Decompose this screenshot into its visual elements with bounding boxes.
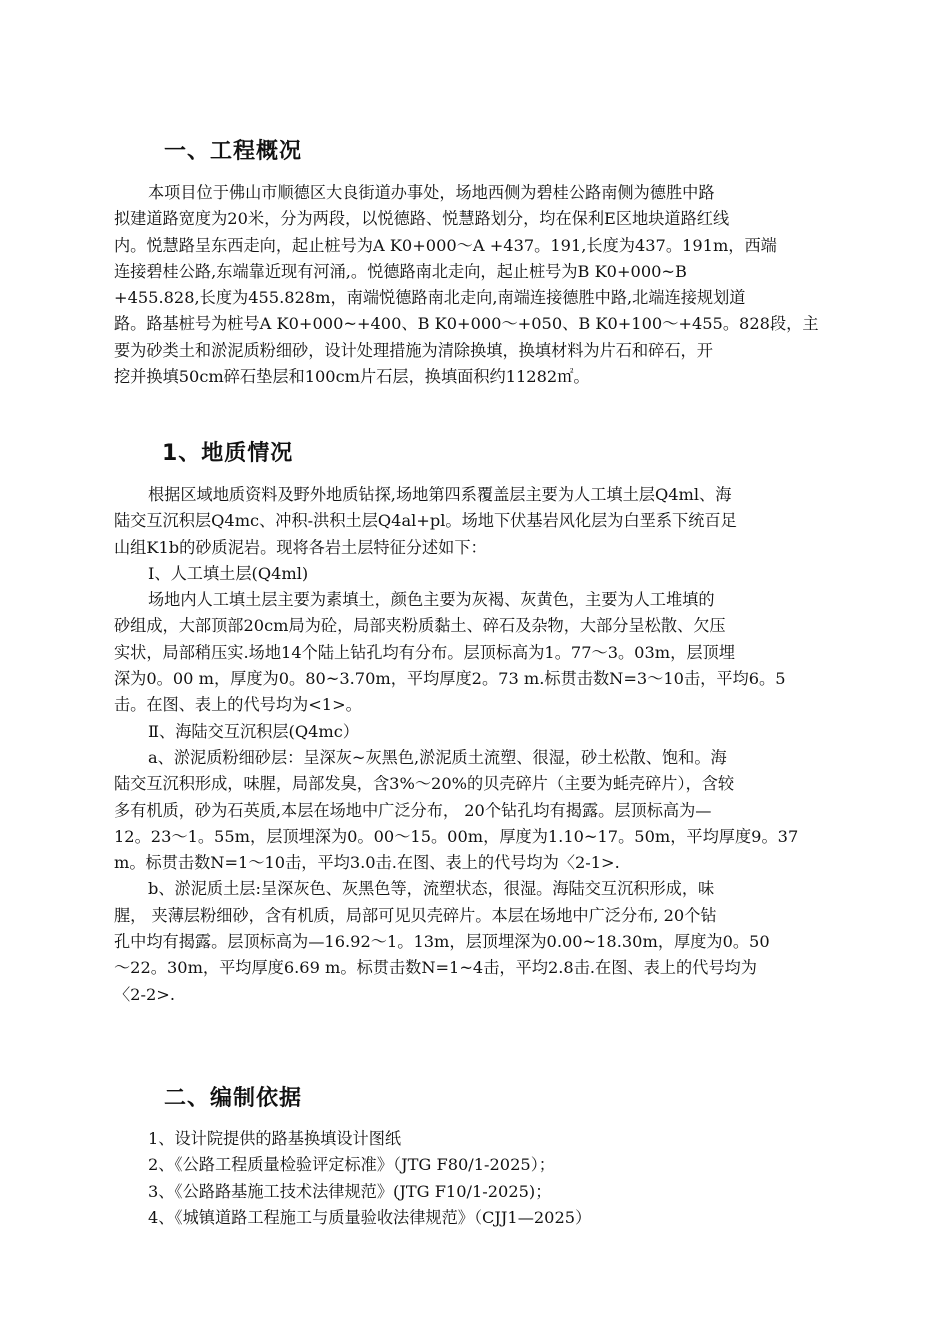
subheading-line: Ⅰ、人工填土层(Q4ml): [148, 563, 309, 583]
text-line: 根据区域地质资料及野外地质钻探,场地第四系覆盖层主要为人工填土层Q4ml、海: [148, 485, 732, 504]
list-item: 1、设计院提供的路基换填设计图纸: [148, 1129, 402, 1148]
text-line: 实状，局部稍压实.场地14个陆上钻孔均有分布。层顶标高为1。77～3。03m，层顶埋: [114, 642, 735, 662]
text-line: 要为砂类土和淤泥质粉细砂，设计处理措施为清除换填，换填材料为片石和碎石，开: [114, 340, 713, 360]
text-line: 拟建道路宽度为20米，分为两段，以悦德路、悦慧路划分，均在保利E区地块道路红线: [114, 209, 730, 229]
section-heading-basis: 二、编制依据: [164, 1086, 303, 1111]
section-heading-geology: 1、地质情况: [162, 441, 294, 466]
section-heading-project-overview: 一、工程概况: [164, 139, 303, 164]
text-line: m。标贯击数N=1～10击，平均3.0击.在图、表上的代号均为〈2-1>.: [114, 853, 620, 873]
list-item: 3、《公路路基施工技术法律规范》(JTG F10/1-2025)；: [148, 1181, 552, 1201]
text-line: 路。路基桩号为桩号A K0+000~+400、B K0+000～+050、B K0+100～+455。828段，主: [114, 314, 819, 334]
basis-list: [114, 1126, 834, 1231]
text-line: 孔中均有揭露。层顶标高为—16.92～1。13m，层顶埋深为0.00~18.30m，厚度为0。50: [114, 932, 770, 952]
text-line: 场地内人工填土层主要为素填土，颜色主要为灰褐、灰黄色，主要为人工堆填的: [148, 590, 715, 610]
text-line: 〈2-2>.: [114, 984, 175, 1004]
project-overview-paragraph: [114, 180, 834, 390]
text-line: 深为0。00 m，厚度为0。80~3.70m，平均厚度2。73 m.标贯击数N=3～10击，平均6。5: [114, 669, 786, 689]
text-line: 腥， 夹薄层粉细砂，含有机质，局部可见贝壳碎片。本层在场地中广泛分布, 20个钻: [114, 905, 717, 925]
text-line: 12。23～1。55m，层顶埋深为0。00～15。00m，厚度为1.10~17。50m，平均厚度9。37: [114, 826, 799, 846]
list-item: 4、《城镇道路工程施工与质量验收法律规范》（CJJ1—2025）: [148, 1207, 592, 1227]
text-line: a、淤泥质粉细砂层：呈深灰~灰黑色,淤泥质土流塑、很湿，砂土松散、饱和。海: [148, 747, 727, 767]
geology-paragraph: [114, 482, 834, 1008]
text-line: b、淤泥质土层:呈深灰色、灰黑色等，流塑状态，很湿。海陆交互沉积形成，味: [148, 879, 715, 899]
text-line: 陆交互沉积形成，味腥，局部发臭，含3%～20%的贝壳碎片（主要为蚝壳碎片），含较: [114, 774, 735, 794]
text-line: 击。在图、表上的代号均为<1>。: [114, 695, 362, 715]
list-item: 2、《公路工程质量检验评定标准》（JTG F80/1-2025）；: [148, 1155, 555, 1175]
text-line: 多有机质，砂为石英质,本层在场地中广泛分布， 20个钻孔均有揭露。层顶标高为—: [114, 800, 712, 820]
text-line: ～22。30m，平均厚度6.69 m。标贯击数N=1~4击，平均2.8击.在图、表上的代号均为: [114, 958, 757, 978]
text-line: 挖并换填50cm碎石垫层和100cm片石层，换填面积约11282㎡。: [114, 367, 590, 387]
text-line: 砂组成，大部顶部20cm局为砼，局部夹粉质黏土、碎石及杂物，大部分呈松散、欠压: [114, 616, 726, 636]
text-line: 陆交互沉积层Q4mc、冲积-洪积土层Q4al+pl。场地下伏基岩风化层为白垩系下统百足: [114, 511, 737, 531]
subheading-line: Ⅱ、海陆交互沉积层(Q4mc）: [148, 721, 359, 741]
text-line: 本项目位于佛山市顺德区大良街道办事处，场地西侧为碧桂公路南侧为德胜中路: [148, 183, 715, 202]
text-line: 内。悦慧路呈东西走向，起止桩号为A K0+000～A +437。191,长度为437。191m，西端: [114, 235, 777, 255]
text-line: 连接碧桂公路,东端靠近现有河涌,。悦德路南北走向，起止桩号为B K0+000~B: [114, 261, 687, 281]
text-line: +455.828,长度为455.828m，南端悦德路南北走向,南端连接德胜中路,北端连接规划道: [114, 288, 746, 308]
text-line: 山组K1b的砂质泥岩。现将各岩土层特征分述如下：: [114, 537, 487, 557]
